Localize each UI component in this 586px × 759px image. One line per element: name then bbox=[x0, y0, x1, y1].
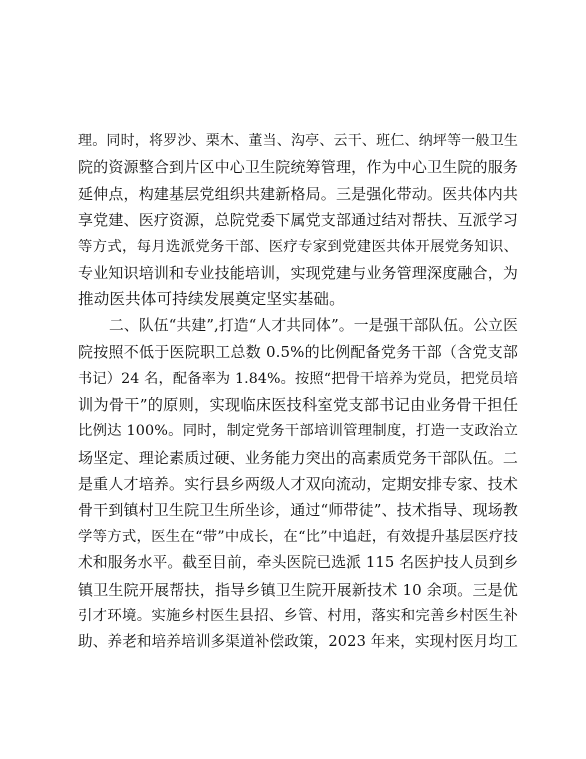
text-line: 享党建、医疗资源，总院党委下属党支部通过结对帮扶、互派学习 bbox=[78, 211, 518, 230]
text-line: 场坚定、理论素质过硬、业务能力突出的高素质党务干部队伍。二 bbox=[78, 448, 518, 467]
text-line: 术和服务水平。截至目前，牵头医院已选派 115 名医护技人员到乡 bbox=[78, 554, 519, 572]
text-line: 骨干到镇村卫生院卫生所坐诊，通过“师带徒”、技术指导、现场教 bbox=[78, 501, 518, 520]
text-line: 院按照不低于医院职工总数 0.5%的比例配备党务干部（含党支部 bbox=[78, 343, 518, 362]
text-line: 延伸点，构建基层党组织共建新格局。三是强化带动。医共体内共 bbox=[78, 184, 518, 203]
text-line: 专业知识培训和专业技能培训，实现党建与业务管理深度融合，为 bbox=[78, 263, 518, 282]
text-line: 学等方式，医生在“带”中成长，在“比”中追赶，有效提升基层医疗技 bbox=[78, 528, 518, 545]
text-line: 等方式，每月选派党务干部、医疗专家到党建医共体开展党务知识、 bbox=[78, 238, 518, 255]
text-line: 引才环境。实施乡村医生县招、乡管、村用，落实和完善乡村医生补 bbox=[78, 608, 518, 625]
text-line: 助、养老和培养培训多渠道补偿政策，2023 年来，实现村医月均工 bbox=[78, 633, 518, 651]
text-line: 书记）24 名，配备率为 1.84%。按照“把骨干培养为党员，把党员培 bbox=[78, 370, 518, 387]
text-line: 是重人才培养。实行县乡两级人才双向流动，定期安排专家、技术 bbox=[78, 475, 518, 494]
text-line: 理。同时，将罗沙、栗木、董当、沟亭、云干、班仁、纳坪等一般卫生 bbox=[78, 133, 518, 149]
body-text bbox=[78, 128, 518, 656]
text-line: 院的资源整合到片区中心卫生院统筹管理，作为中心卫生院的服务 bbox=[78, 158, 518, 177]
text-line: 镇卫生院开展帮扶，指导乡镇卫生院开展新技术 10 余项。三是优 bbox=[78, 580, 518, 599]
text-line: 比例达 100%。同时，制定党务干部培训管理制度，打造一支政治立 bbox=[78, 423, 518, 440]
text-line: 推动医共体可持续发展奠定坚实基础。 bbox=[78, 290, 345, 309]
paragraph-first-line: 二、队伍“共建”,打造“人才共同体”。一是强干部队伍。公立医 bbox=[109, 316, 518, 334]
text-line: 训为骨干”的原则，实现临床医技科室党支部书记由业务骨干担任 bbox=[78, 395, 518, 414]
